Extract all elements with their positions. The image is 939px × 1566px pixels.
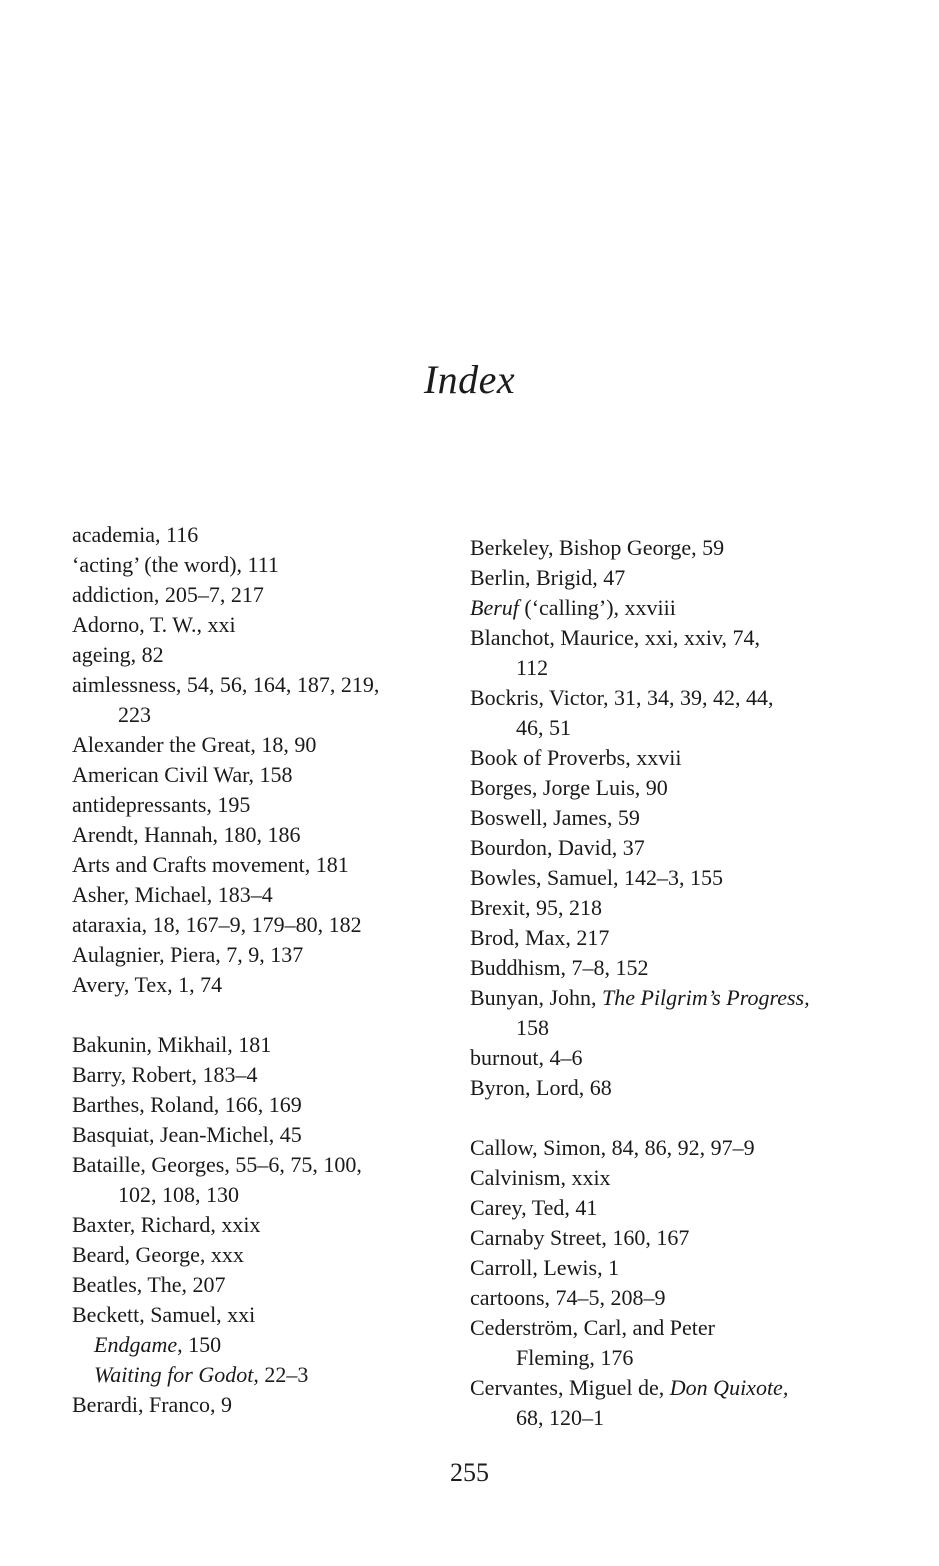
- foreign-term: Beruf: [470, 595, 519, 620]
- entry: Arendt, Hannah, 180, 186: [72, 822, 301, 847]
- index-column-right: [470, 533, 870, 1433]
- entry: Carroll, Lewis, 1: [470, 1255, 620, 1280]
- entry: addiction, 205–7, 217: [72, 582, 264, 607]
- entry-text: Cervantes, Miguel de,: [470, 1375, 670, 1400]
- entry: Bakunin, Mikhail, 181: [72, 1032, 272, 1057]
- entry-continuation: 223: [118, 702, 151, 727]
- entry: Berkeley, Bishop George, 59: [470, 535, 725, 560]
- entry: antidepressants, 195: [72, 792, 251, 817]
- work-title: Waiting for Godot: [94, 1362, 254, 1387]
- page-title: Index: [423, 357, 516, 402]
- entry: [470, 683, 870, 743]
- entry-continuation: 68, 120–1: [516, 1405, 604, 1430]
- entry: Byron, Lord, 68: [470, 1075, 612, 1100]
- entry: Brexit, 95, 218: [470, 895, 602, 920]
- entry-text: Bockris, Victor, 31, 34, 39, 42, 44,: [470, 685, 774, 710]
- entry-pages: (‘calling’), xxviii: [518, 595, 676, 620]
- entry: Callow, Simon, 84, 86, 92, 97–9: [470, 1135, 755, 1160]
- section-gap: [72, 1000, 472, 1030]
- entry: Boswell, James, 59: [470, 805, 640, 830]
- entry: Bowles, Samuel, 142–3, 155: [470, 865, 723, 890]
- entry: Calvinism, xxix: [470, 1165, 611, 1190]
- entry: Berardi, Franco, 9: [72, 1392, 233, 1417]
- sub-entry: [72, 1330, 472, 1360]
- entry-continuation: Fleming, 176: [516, 1345, 634, 1370]
- entry: Carey, Ted, 41: [470, 1195, 598, 1220]
- entry: Buddhism, 7–8, 152: [470, 955, 649, 980]
- entry-text: aimlessness, 54, 56, 164, 187, 219,: [72, 672, 380, 697]
- entry: [470, 1313, 870, 1373]
- entry-text: Bataille, Georges, 55–6, 75, 100,: [72, 1152, 362, 1177]
- entry-continuation: 46, 51: [516, 715, 571, 740]
- entry: Beatles, The, 207: [72, 1272, 226, 1297]
- entry-continuation: 112: [516, 655, 549, 680]
- entry-continuation: 158: [516, 1015, 549, 1040]
- entry: [72, 1150, 472, 1210]
- section-gap: [470, 1103, 870, 1133]
- work-title: Don Quixote,: [669, 1375, 789, 1400]
- entry: Borges, Jorge Luis, 90: [470, 775, 668, 800]
- entry-text: Bunyan, John,: [470, 985, 602, 1010]
- entry: Basquiat, Jean-Michel, 45: [72, 1122, 302, 1147]
- entry: academia, 116: [72, 522, 199, 547]
- work-title: Endgame: [94, 1332, 178, 1357]
- entry: Bourdon, David, 37: [470, 835, 645, 860]
- entry: cartoons, 74–5, 208–9: [470, 1285, 666, 1310]
- entry-pages: , 150: [177, 1332, 222, 1357]
- entry: [470, 623, 870, 683]
- entry: ageing, 82: [72, 642, 164, 667]
- page-number: 255: [450, 1458, 489, 1487]
- entry: Baxter, Richard, xxix: [72, 1212, 261, 1237]
- entry: Barry, Robert, 183–4: [72, 1062, 258, 1087]
- entry-pages: , 22–3: [253, 1362, 309, 1387]
- entry: ‘acting’ (the word), 111: [72, 552, 279, 577]
- entry: Barthes, Roland, 166, 169: [72, 1092, 302, 1117]
- sub-entry: [72, 1360, 472, 1390]
- entry: Adorno, T. W., xxi: [72, 612, 236, 637]
- entry: [470, 1373, 870, 1433]
- entry: Aulagnier, Piera, 7, 9, 137: [72, 942, 304, 967]
- entry: Beckett, Samuel, xxi: [72, 1302, 256, 1327]
- entry: [470, 593, 870, 623]
- entry: Alexander the Great, 18, 90: [72, 732, 317, 757]
- entry: Carnaby Street, 160, 167: [470, 1225, 690, 1250]
- entry: American Civil War, 158: [72, 762, 293, 787]
- index-column-left: [72, 520, 472, 1420]
- entry-text: Blanchot, Maurice, xxi, xxiv, 74,: [470, 625, 761, 650]
- entry: Arts and Crafts movement, 181: [72, 852, 349, 877]
- entry: Asher, Michael, 183–4: [72, 882, 273, 907]
- entry: Beard, George, xxx: [72, 1242, 244, 1267]
- entry: [470, 983, 870, 1043]
- entry-text: Cederström, Carl, and Peter: [470, 1315, 715, 1340]
- entry: ataraxia, 18, 167–9, 179–80, 182: [72, 912, 362, 937]
- entry: Brod, Max, 217: [470, 925, 610, 950]
- entry: Book of Proverbs, xxvii: [470, 745, 682, 770]
- entry: Berlin, Brigid, 47: [470, 565, 626, 590]
- entry: burnout, 4–6: [470, 1045, 583, 1070]
- entry: Avery, Tex, 1, 74: [72, 972, 223, 997]
- entry-continuation: 102, 108, 130: [118, 1182, 239, 1207]
- entry: [72, 670, 472, 730]
- work-title: The Pilgrim’s Progress,: [602, 985, 810, 1010]
